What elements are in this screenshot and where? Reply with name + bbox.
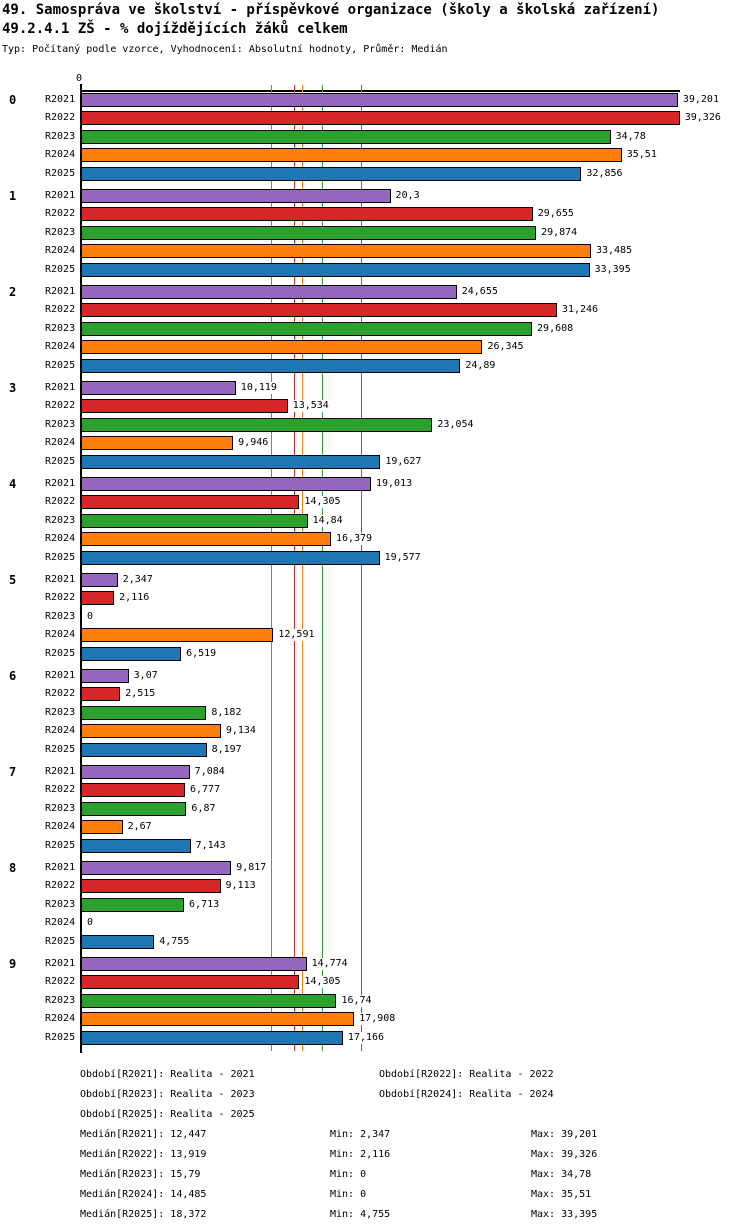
- legend-median-r2022: Medián[R2022]: 13,919: [80, 1149, 207, 1160]
- bar-9-r2024: [81, 1012, 354, 1026]
- page-title-line1: 49. Samospráva ve školství - příspěvkové organizace (školy a školská zařízení): [2, 2, 660, 18]
- value-label-9-r2024: 17,908: [359, 1013, 396, 1024]
- legend-max-r2022: Max: 39,326: [531, 1149, 598, 1160]
- series-label-r2024: R2024: [45, 533, 76, 544]
- bar-5-r2021: [81, 573, 118, 587]
- value-label-6-r2024: 9,134: [225, 725, 256, 736]
- legend-median-r2025: Medián[R2025]: 18,372: [80, 1209, 207, 1220]
- value-label-9-r2023: 16,74: [341, 994, 372, 1006]
- legend-median-r2023: Medián[R2023]: 15,79: [80, 1169, 201, 1180]
- series-label-r2025: R2025: [45, 167, 76, 179]
- bar-4-r2025: [81, 551, 380, 565]
- value-label-4-r2025: 19,577: [384, 551, 421, 563]
- series-label-r2025: R2025: [45, 551, 76, 563]
- bar-5-r2025: [81, 647, 181, 661]
- bar-1-r2024: [81, 244, 591, 258]
- value-label-9-r2025: 17,166: [347, 1031, 385, 1043]
- bar-8-r2023: [81, 898, 184, 912]
- series-label-r2022: R2022: [45, 976, 76, 987]
- bar-0-r2023: [81, 130, 611, 144]
- series-label-r2022: R2022: [45, 688, 76, 699]
- chart-type-subtitle: Typ: Počítaný podle vzorce, Vyhodnocení: Absolutní hodnoty, Průměr: Medián: [2, 44, 448, 55]
- value-label-1-r2021: 20,3: [395, 189, 420, 201]
- series-label-r2025: R2025: [45, 1031, 76, 1043]
- value-label-0-r2023: 34,78: [615, 130, 646, 142]
- series-label-r2024: R2024: [45, 821, 76, 832]
- value-label-7-r2021: 7,084: [194, 765, 225, 777]
- legend-min-r2024: Min: 0: [330, 1189, 367, 1200]
- series-label-r2022: R2022: [45, 400, 76, 411]
- value-label-5-r2022: 2,116: [119, 592, 150, 603]
- series-label-r2022: R2022: [45, 112, 76, 123]
- value-label-1-r2023: 29,874: [541, 226, 578, 238]
- value-label-4-r2023: 14,84: [312, 514, 343, 526]
- value-label-2-r2024: 26,345: [487, 341, 524, 352]
- series-label-r2024: R2024: [45, 437, 76, 448]
- legend-min-r2022: Min: 2,116: [330, 1149, 391, 1160]
- bar-1-r2021: [81, 189, 391, 203]
- bar-9-r2023: [81, 994, 336, 1008]
- series-label-r2023: R2023: [45, 322, 76, 334]
- value-label-7-r2022: 6,777: [190, 784, 221, 795]
- x-axis-zero-tick-label: 0: [76, 73, 83, 84]
- value-label-2-r2023: 29,608: [537, 322, 574, 334]
- series-label-r2025: R2025: [45, 935, 76, 947]
- value-label-2-r2022: 31,246: [561, 304, 599, 315]
- series-label-r2025: R2025: [45, 455, 76, 467]
- series-label-r2024: R2024: [45, 149, 76, 160]
- value-label-8-r2022: 9,113: [225, 880, 256, 891]
- value-label-8-r2025: 4,755: [159, 935, 190, 947]
- bar-4-r2023: [81, 514, 308, 528]
- value-label-6-r2022: 2,515: [125, 688, 156, 699]
- series-label-r2025: R2025: [45, 263, 76, 275]
- series-label-r2022: R2022: [45, 592, 76, 603]
- bar-3-r2025: [81, 455, 380, 469]
- series-label-r2021: R2021: [45, 381, 76, 393]
- bar-3-r2024: [81, 436, 233, 450]
- series-label-r2022: R2022: [45, 304, 76, 315]
- series-label-r2021: R2021: [45, 477, 76, 489]
- group-label-8: 8: [9, 860, 17, 875]
- series-label-r2025: R2025: [45, 743, 76, 755]
- bar-6-r2022: [81, 687, 120, 701]
- group-label-1: 1: [9, 188, 17, 203]
- bar-8-r2021: [81, 861, 231, 875]
- bar-2-r2025: [81, 359, 460, 373]
- value-label-1-r2025: 33,395: [594, 263, 631, 275]
- bar-1-r2023: [81, 226, 536, 240]
- value-label-3-r2025: 19,627: [385, 455, 422, 467]
- page-title-line2: 49.2.4.1 ZŠ - % dojíždějících žáků celkem: [2, 21, 348, 37]
- bar-7-r2025: [81, 839, 191, 853]
- value-label-9-r2022: 14,305: [304, 976, 341, 987]
- value-label-4-r2021: 19,013: [375, 477, 413, 489]
- series-label-r2022: R2022: [45, 496, 76, 507]
- legend-max-r2023: Max: 34,78: [531, 1169, 592, 1180]
- bar-3-r2022: [81, 399, 288, 413]
- bar-3-r2023: [81, 418, 432, 432]
- series-label-r2021: R2021: [45, 765, 76, 777]
- legend-period-r2022: Období[R2022]: Realita - 2022: [379, 1069, 554, 1080]
- bar-9-r2021: [81, 957, 307, 971]
- bar-5-r2022: [81, 591, 114, 605]
- group-label-0: 0: [9, 92, 17, 107]
- value-label-5-r2025: 6,519: [186, 647, 217, 659]
- series-label-r2023: R2023: [45, 994, 76, 1006]
- value-label-6-r2025: 8,197: [211, 743, 242, 755]
- bar-5-r2024: [81, 628, 273, 642]
- value-label-4-r2022: 14,305: [304, 496, 341, 507]
- group-label-9: 9: [9, 956, 17, 971]
- series-label-r2024: R2024: [45, 341, 76, 352]
- series-label-r2025: R2025: [45, 647, 76, 659]
- series-label-r2021: R2021: [45, 189, 76, 201]
- group-label-4: 4: [9, 476, 17, 491]
- value-label-9-r2021: 14,774: [311, 957, 348, 969]
- value-label-4-r2024: 16,379: [335, 533, 373, 544]
- value-label-2-r2025: 24,89: [465, 359, 496, 371]
- legend-min-r2021: Min: 2,347: [330, 1129, 391, 1140]
- bar-4-r2021: [81, 477, 371, 491]
- series-label-r2022: R2022: [45, 784, 76, 795]
- series-label-r2023: R2023: [45, 130, 76, 142]
- legend-period-r2023: Období[R2023]: Realita - 2023: [80, 1089, 255, 1100]
- value-label-8-r2023: 6,713: [189, 898, 220, 910]
- bar-3-r2021: [81, 381, 236, 395]
- series-label-r2023: R2023: [45, 610, 76, 622]
- value-label-3-r2022: 13,534: [292, 400, 329, 411]
- bar-2-r2022: [81, 303, 557, 317]
- value-label-8-r2021: 9,817: [236, 861, 267, 873]
- bar-7-r2021: [81, 765, 190, 779]
- bar-2-r2021: [81, 285, 457, 299]
- bar-6-r2024: [81, 724, 221, 738]
- value-label-1-r2024: 33,485: [595, 245, 633, 256]
- value-label-5-r2024: 12,591: [278, 629, 315, 640]
- bar-4-r2024: [81, 532, 331, 546]
- bar-2-r2024: [81, 340, 482, 354]
- value-label-6-r2023: 8,182: [211, 706, 242, 718]
- series-label-r2022: R2022: [45, 880, 76, 891]
- legend-period-r2024: Období[R2024]: Realita - 2024: [379, 1089, 554, 1100]
- series-label-r2024: R2024: [45, 245, 76, 256]
- series-label-r2021: R2021: [45, 285, 76, 297]
- bar-1-r2025: [81, 263, 590, 277]
- legend-max-r2025: Max: 33,395: [531, 1209, 598, 1220]
- value-label-3-r2023: 23,054: [437, 418, 474, 430]
- bar-6-r2025: [81, 743, 207, 757]
- series-label-r2022: R2022: [45, 208, 76, 219]
- bar-0-r2025: [81, 167, 581, 181]
- bar-8-r2025: [81, 935, 154, 949]
- group-label-2: 2: [9, 284, 17, 299]
- value-label-3-r2021: 10,119: [240, 381, 277, 393]
- bar-9-r2022: [81, 975, 299, 989]
- bar-8-r2022: [81, 879, 221, 893]
- series-label-r2024: R2024: [45, 629, 76, 640]
- bar-6-r2023: [81, 706, 206, 720]
- series-label-r2023: R2023: [45, 418, 76, 430]
- legend-max-r2021: Max: 39,201: [531, 1129, 598, 1140]
- value-label-7-r2025: 7,143: [195, 839, 226, 851]
- value-label-5-r2023: 0: [87, 610, 94, 622]
- series-label-r2021: R2021: [45, 957, 76, 969]
- legend-period-r2021: Období[R2021]: Realita - 2021: [80, 1069, 255, 1080]
- series-label-r2021: R2021: [45, 861, 76, 873]
- bar-7-r2024: [81, 820, 123, 834]
- series-label-r2021: R2021: [45, 573, 76, 585]
- value-label-0-r2022: 39,326: [684, 112, 721, 123]
- bar-0-r2024: [81, 148, 622, 162]
- legend-min-r2025: Min: 4,755: [330, 1209, 391, 1220]
- value-label-8-r2024: 0: [87, 917, 94, 928]
- bar-7-r2023: [81, 802, 186, 816]
- bar-2-r2023: [81, 322, 532, 336]
- series-label-r2023: R2023: [45, 706, 76, 718]
- series-label-r2024: R2024: [45, 917, 76, 928]
- value-label-2-r2021: 24,655: [461, 285, 498, 297]
- legend-median-r2024: Medián[R2024]: 14,485: [80, 1189, 207, 1200]
- value-label-0-r2024: 35,51: [626, 149, 657, 160]
- series-label-r2023: R2023: [45, 802, 76, 814]
- bar-4-r2022: [81, 495, 299, 509]
- value-label-0-r2025: 32,856: [586, 167, 623, 179]
- series-label-r2021: R2021: [45, 93, 76, 105]
- bar-7-r2022: [81, 783, 185, 797]
- legend-max-r2024: Max: 35,51: [531, 1189, 592, 1200]
- series-label-r2023: R2023: [45, 898, 76, 910]
- value-label-6-r2021: 3,07: [133, 669, 158, 681]
- series-label-r2023: R2023: [45, 514, 76, 526]
- series-label-r2023: R2023: [45, 226, 76, 238]
- bar-1-r2022: [81, 207, 533, 221]
- value-label-3-r2024: 9,946: [238, 437, 269, 448]
- series-label-r2025: R2025: [45, 359, 76, 371]
- series-label-r2024: R2024: [45, 725, 76, 736]
- legend-period-r2025: Období[R2025]: Realita - 2025: [80, 1109, 255, 1120]
- value-label-1-r2022: 29,655: [537, 208, 574, 219]
- series-label-r2025: R2025: [45, 839, 76, 851]
- series-label-r2021: R2021: [45, 669, 76, 681]
- legend-median-r2021: Medián[R2021]: 12,447: [80, 1129, 207, 1140]
- value-label-7-r2024: 2,67: [127, 821, 152, 832]
- group-label-3: 3: [9, 380, 17, 395]
- group-label-6: 6: [9, 668, 17, 683]
- group-label-7: 7: [9, 764, 17, 779]
- value-label-5-r2021: 2,347: [122, 573, 153, 585]
- x-axis-line: [80, 90, 680, 92]
- bar-6-r2021: [81, 669, 129, 683]
- series-label-r2024: R2024: [45, 1013, 76, 1024]
- value-label-0-r2021: 39,201: [682, 93, 719, 105]
- bar-9-r2025: [81, 1031, 343, 1045]
- bar-0-r2022: [81, 111, 680, 125]
- legend-min-r2023: Min: 0: [330, 1169, 367, 1180]
- bar-0-r2021: [81, 93, 678, 107]
- value-label-7-r2023: 6,87: [191, 802, 216, 814]
- group-label-5: 5: [9, 572, 17, 587]
